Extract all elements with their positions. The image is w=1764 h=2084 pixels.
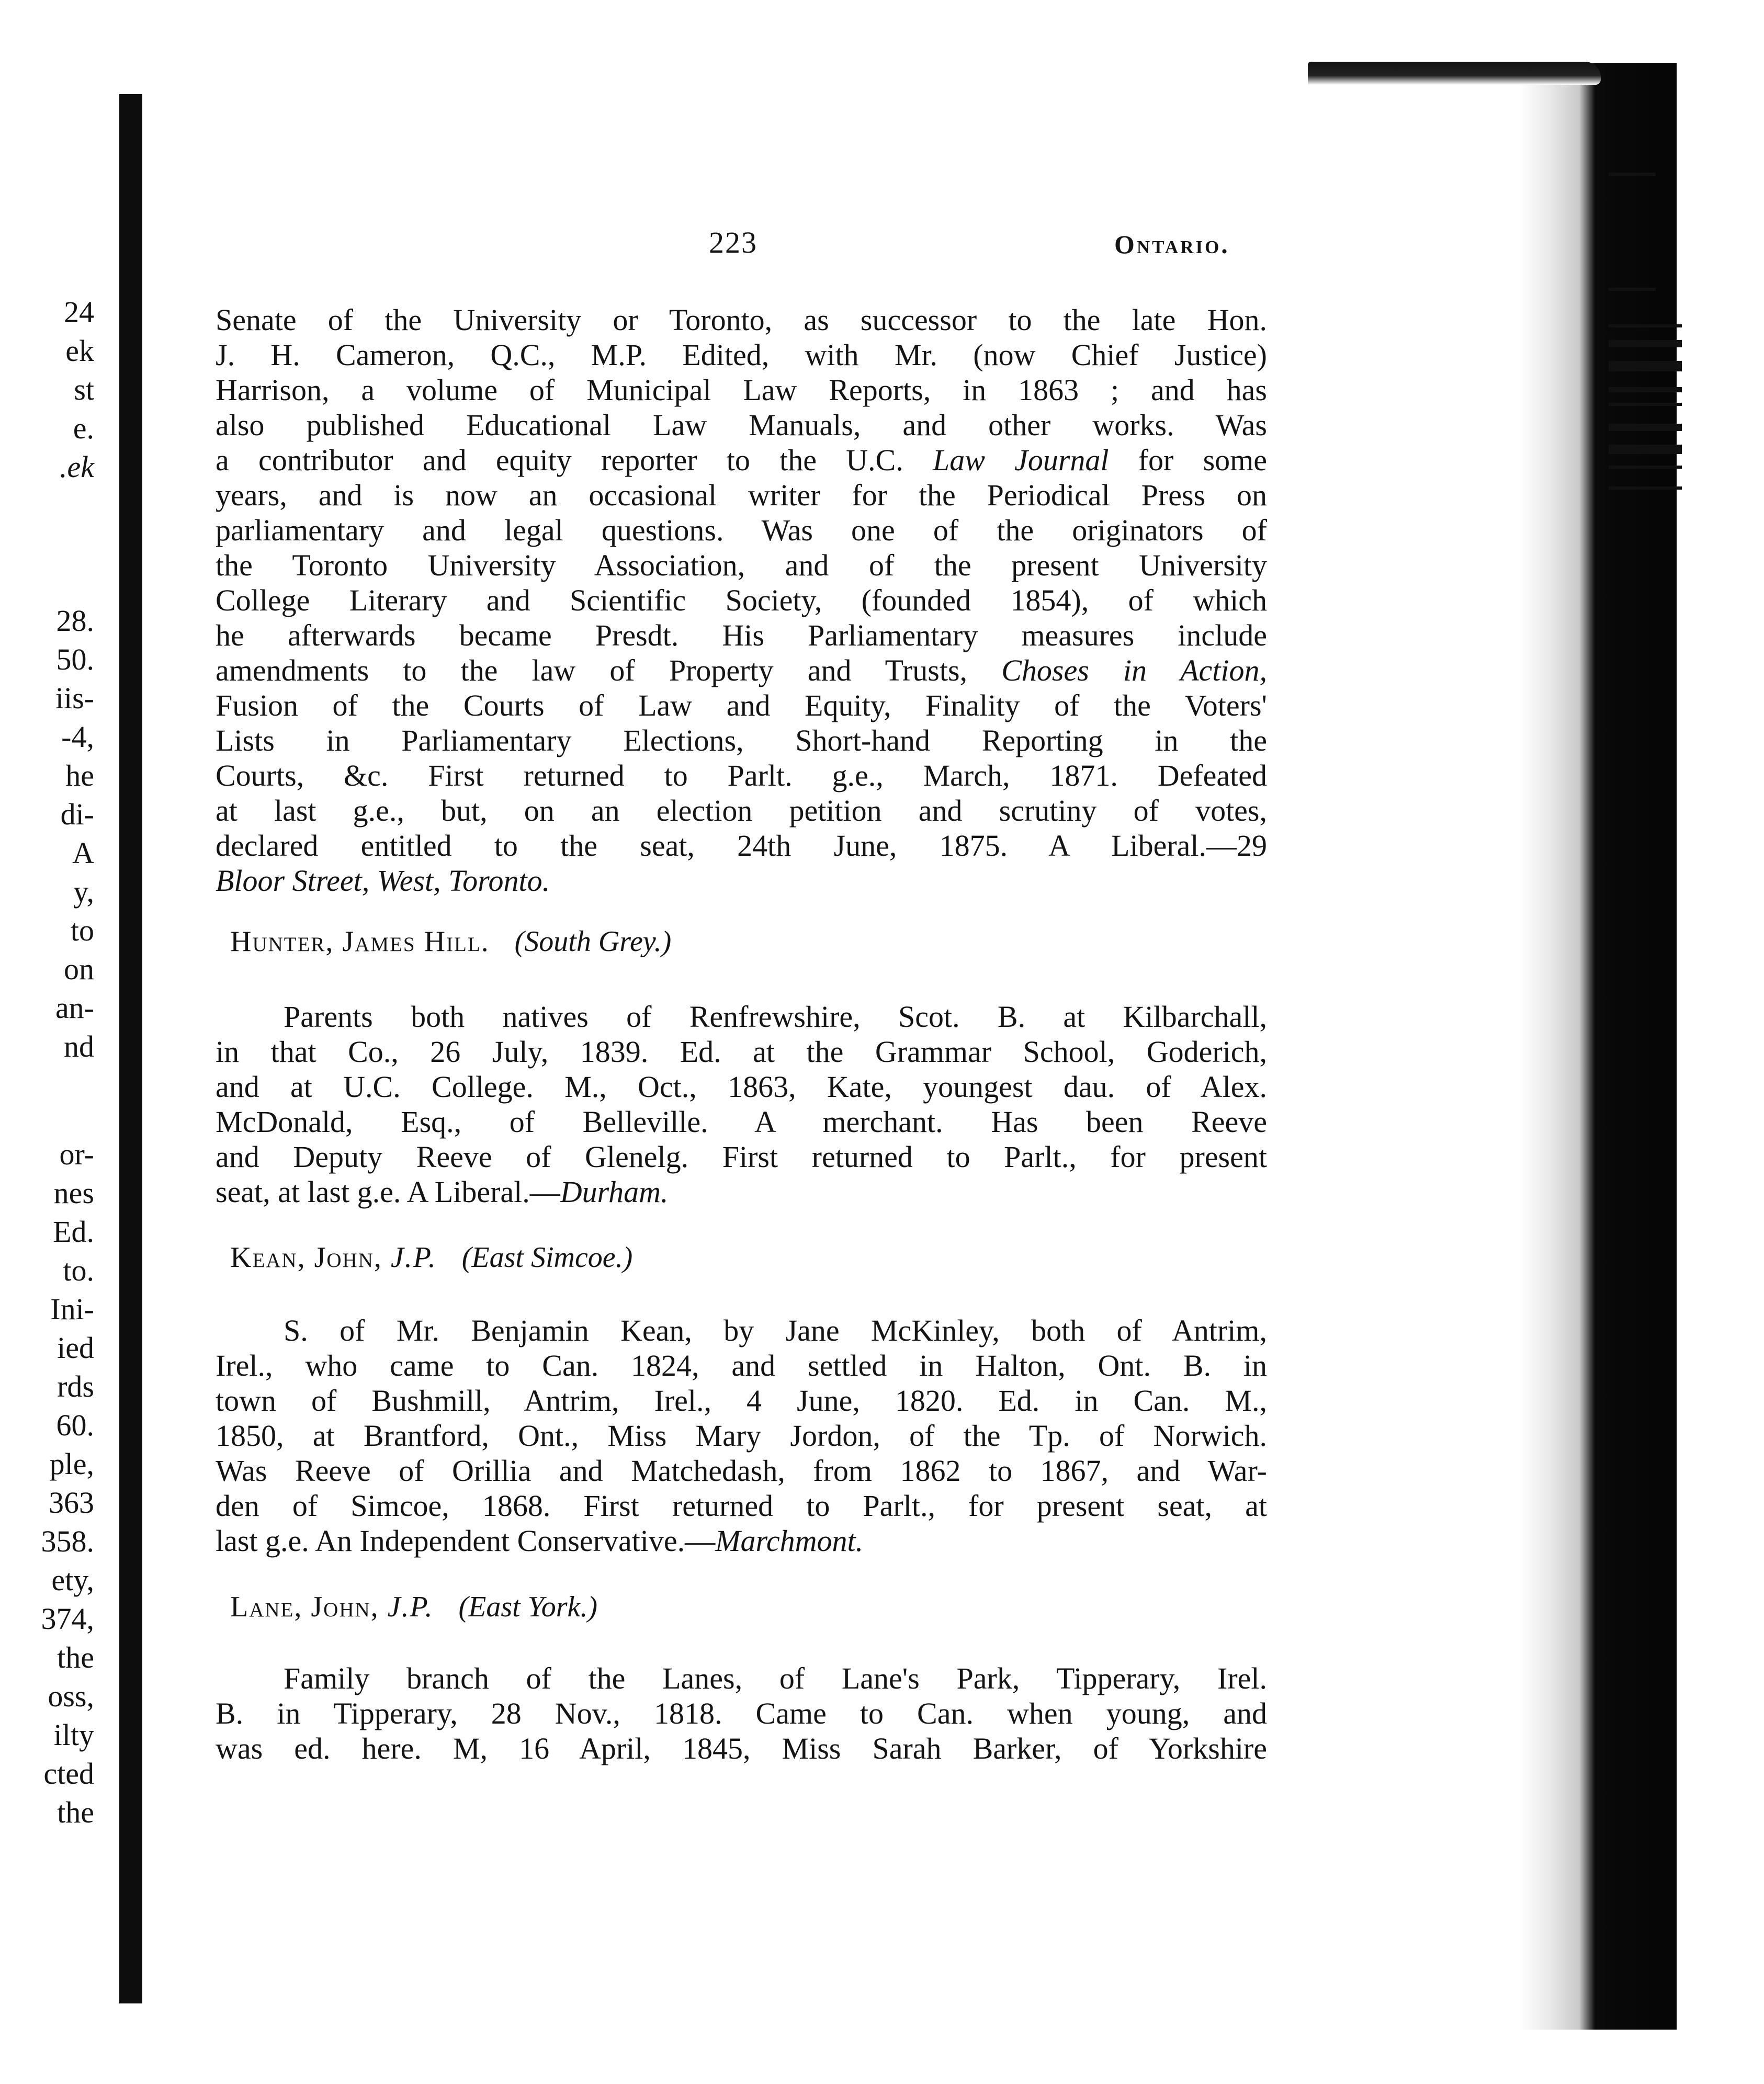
- text-line: Courts, &c. First returned to Parlt. g.e., March, 1871. Defeated: [216, 758, 1267, 792]
- publication-title: Law Journal: [932, 443, 1109, 477]
- entry-body-kean: [216, 1313, 1267, 1558]
- text-line: also published Educational Law Manuals, and other works. Was: [216, 408, 1267, 442]
- riding: (South Grey.): [514, 925, 672, 958]
- residence: Durham.: [560, 1175, 669, 1209]
- entry-heading-lane: [230, 1590, 597, 1624]
- text-line: Fusion of the Courts of Law and Equity, Finality of the Voters': [216, 688, 1267, 722]
- text-line: McDonald, Esq., of Belleville. A merchant. Has been Reeve: [216, 1105, 1267, 1139]
- text-line: Irel., who came to Can. 1824, and settled in Halton, Ont. B. in: [216, 1349, 1267, 1383]
- continuation-paragraph: [216, 302, 1267, 898]
- text-line: last g.e. An Independent Conservative.—Marchmont.: [216, 1524, 864, 1558]
- text-line: Was Reeve of Orillia and Matchedash, from 1862 to 1867, and War-: [216, 1454, 1267, 1488]
- riding: (East Simcoe.): [461, 1241, 633, 1274]
- entry-heading-kean: [230, 1241, 632, 1274]
- text-line: he afterwards became Presdt. His Parliamentary measures include: [216, 618, 1267, 652]
- member-title: J.P.: [387, 1591, 434, 1623]
- text-line: Lists in Parliamentary Elections, Short-hand Reporting in the: [216, 723, 1267, 757]
- member-name: Kean, John,: [230, 1241, 382, 1274]
- member-name: Lane, John,: [230, 1591, 379, 1623]
- running-head: Ontario.: [1114, 230, 1230, 259]
- text-line: at last g.e., but, on an election petition and scrutiny of votes,: [216, 794, 1267, 828]
- text-line: 1850, at Brantford, Ont., Miss Mary Jordon, of the Tp. of Norwich.: [216, 1419, 1267, 1453]
- entry-body-hunter: [216, 999, 1267, 1209]
- margin-fragments-bottom: or- nes Ed. to. Ini- ied rds 60. ple, 363 358. ety, 374, the oss, ilty cted the: [41, 1137, 94, 1829]
- text-line: S. of Mr. Benjamin Kean, by Jane McKinley, both of Antrim,: [284, 1313, 1267, 1347]
- text-line: College Literary and Scientific Society, (founded 1854), of which: [216, 583, 1267, 617]
- text-line: J. H. Cameron, Q.C., M.P. Edited, with Mr. (now Chief Justice): [216, 338, 1267, 372]
- legal-term: Choses in Action,: [1001, 653, 1268, 687]
- member-name: Hunter, James Hill.: [230, 925, 490, 958]
- text-line: Harrison, a volume of Municipal Law Reports, in 1863 ; and has: [216, 373, 1267, 407]
- address: Bloor Street, West, Toronto.: [216, 864, 550, 898]
- text-line: parliamentary and legal questions. Was one of the originators of: [216, 513, 1267, 547]
- text-line: and at U.C. College. M., Oct., 1863, Kate, youngest dau. of Alex.: [216, 1070, 1267, 1104]
- text-line: Parents both natives of Renfrewshire, Scot. B. at Kilbarchall,: [284, 1000, 1267, 1034]
- riding: (East York.): [458, 1591, 598, 1623]
- text-line: the Toronto University Association, and of the present University: [216, 548, 1267, 582]
- text-line: town of Bushmill, Antrim, Irel., 4 June, 1820. Ed. in Can. M.,: [216, 1384, 1267, 1418]
- text-line: seat, at last g.e. A Liberal.—Durham.: [216, 1175, 669, 1209]
- text-line: B. in Tipperary, 28 Nov., 1818. Came to Can. when young, and: [216, 1696, 1267, 1730]
- text-line: was ed. here. M, 16 April, 1845, Miss Sarah Barker, of Yorkshire: [216, 1731, 1267, 1765]
- text-line: amendments to the law of Property and Trusts, Choses in Action,: [216, 653, 1268, 687]
- text-line: in that Co., 26 July, 1839. Ed. at the Grammar School, Goderich,: [216, 1035, 1267, 1069]
- scan-smear: [1308, 62, 1601, 85]
- text-line: years, and is now an occasional writer for the Periodical Press on: [216, 478, 1267, 512]
- text-line: [216, 863, 1267, 898]
- member-title: J.P.: [390, 1241, 437, 1274]
- residence: Marchmont.: [715, 1524, 864, 1558]
- text-line: Family branch of the Lanes, of Lane's Park, Tipperary, Irel.: [284, 1661, 1267, 1695]
- text-line: and Deputy Reeve of Glenelg. First returned to Parlt., for present: [216, 1140, 1267, 1174]
- scan-lines: [1520, 131, 1687, 528]
- text-line: den of Simcoe, 1868. First returned to Parlt., for present seat, at: [216, 1489, 1267, 1523]
- page-number: 223: [709, 225, 757, 259]
- text-line: declared entitled to the seat, 24th June, 1875. A Liberal.—29: [216, 829, 1267, 863]
- entry-body-lane: [216, 1661, 1267, 1766]
- entry-heading-hunter: [230, 925, 671, 958]
- text-line: a contributor and equity reporter to the U.C. Law Journal for some: [216, 443, 1268, 477]
- margin-fragments-top: 24 ek st e. .ek: [60, 295, 94, 484]
- text-line: Senate of the University or Toronto, as successor to the late Hon.: [216, 303, 1267, 337]
- margin-fragments-middle: 28. 50. iis- -4, he di- A y, to on an- nd: [55, 604, 94, 1063]
- binding-shadow: [119, 94, 142, 2003]
